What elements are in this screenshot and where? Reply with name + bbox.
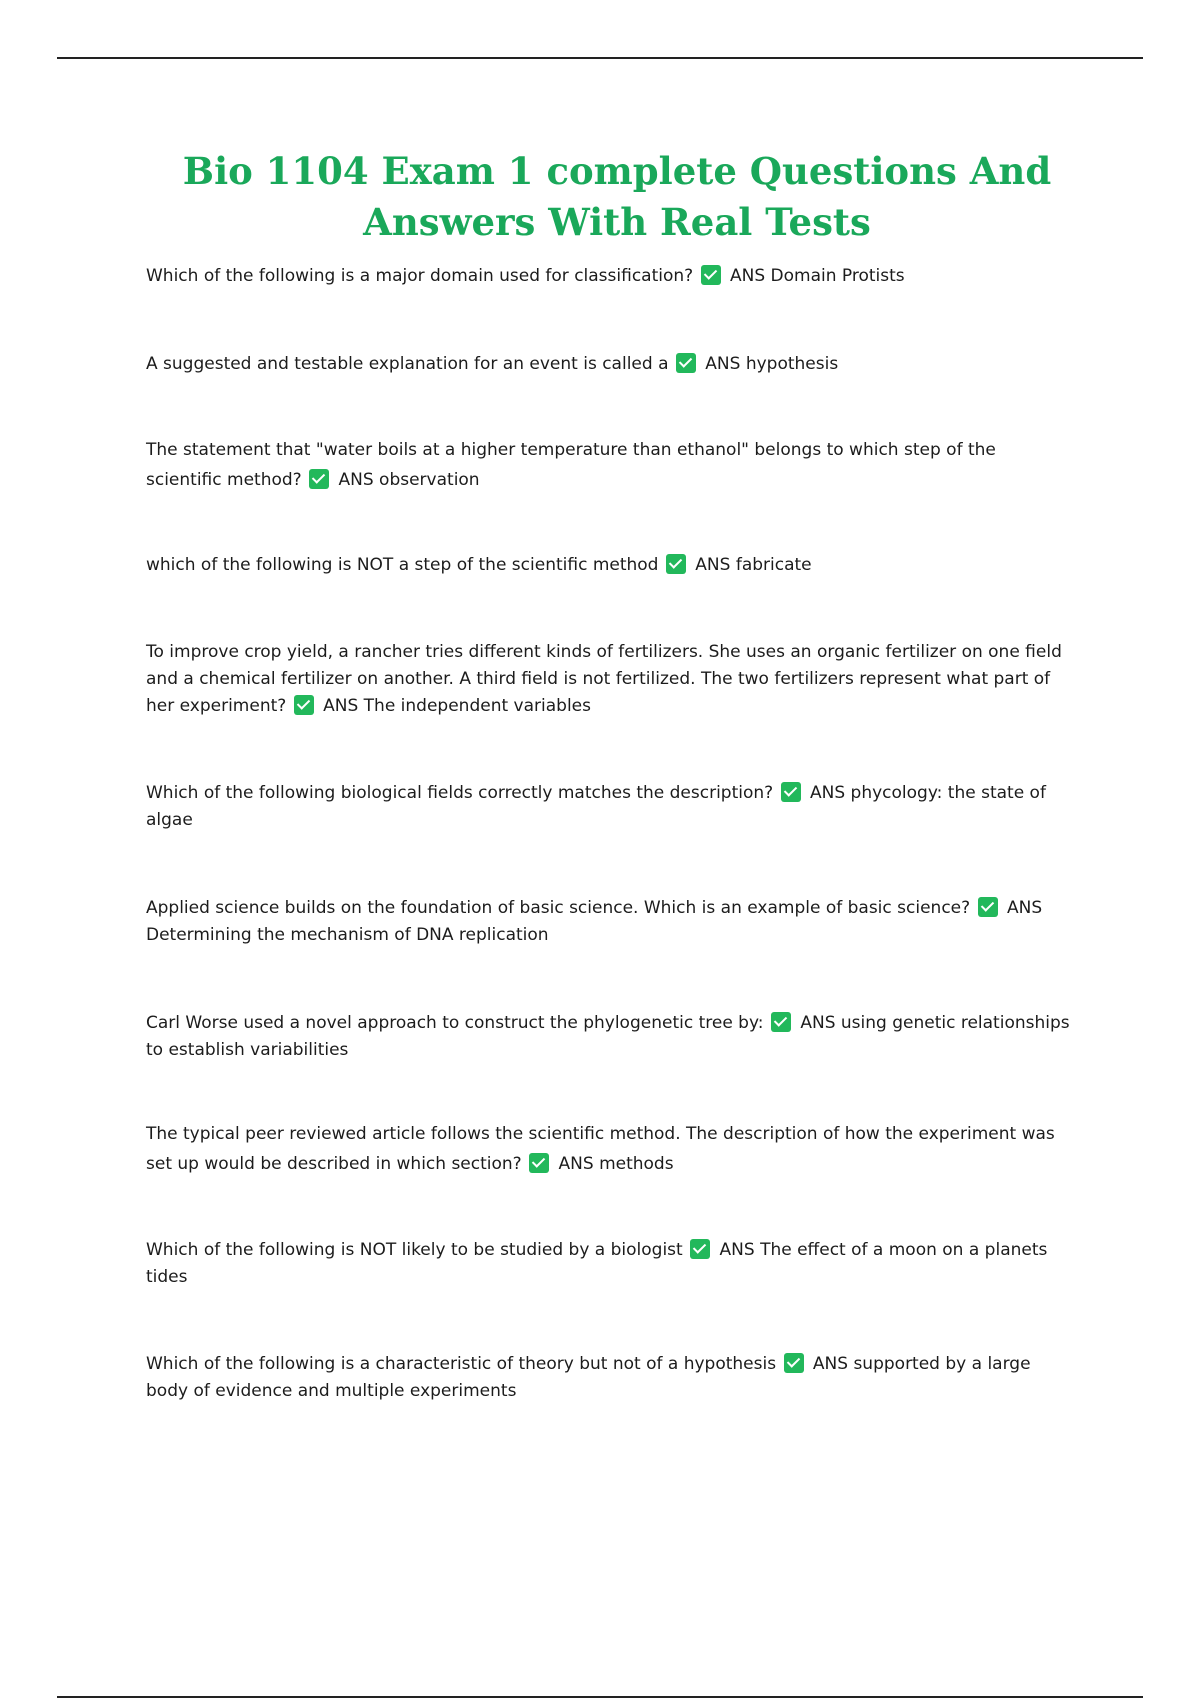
document-title: Bio 1104 Exam 1 complete Questions And Answers With Real Tests [182,149,1052,244]
checkmark-icon [784,1353,804,1373]
answer-text: phycology: the state of algae [146,783,1046,830]
checkmark-icon [781,782,801,802]
qa-list [146,263,1076,1405]
question-text: Carl Worse used a novel approach to construct the phylogenetic tree by: [146,1013,764,1033]
qa-item [146,263,1076,290]
answer-text: observation [379,470,480,490]
answer-prefix: ANS [719,1240,755,1260]
qa-item [146,351,1076,378]
answer-text: Determining the mechanism of DNA replication [146,925,549,945]
checkmark-icon [666,554,686,574]
question-text: which of the following is NOT a step of the scientific method [146,555,659,575]
answer-text: methods [599,1154,674,1174]
answer-text: The effect of a moon on a planets tides [146,1240,1048,1287]
qa-item [146,639,1076,720]
answer-text: fabricate [735,555,812,575]
answer-text: hypothesis [745,354,839,374]
answer-prefix: ANS [800,1013,836,1033]
answer-prefix: ANS [812,1354,849,1374]
qa-item [146,435,1076,495]
checkmark-icon [309,469,329,489]
question-text: A suggested and testable explanation for an event is called a [146,354,669,374]
qa-item [146,1351,1076,1405]
question-text: The typical peer reviewed article follows the scientific method. The description of how the experiment was set up would be described in which section? [146,1124,1055,1174]
answer-prefix: ANS [558,1154,594,1174]
answer-text: Domain Protists [770,266,905,286]
checkmark-icon [529,1153,549,1173]
question-text: Applied science builds on the foundation of basic science. Which is an example of basic science? [146,898,971,918]
qa-item [146,1237,1076,1291]
checkmark-icon [771,1012,791,1032]
qa-item [146,780,1076,834]
answer-text: The independent variables [363,696,591,716]
checkmark-icon [690,1239,710,1259]
answer-prefix: ANS [323,696,359,716]
qa-item [146,1010,1076,1064]
checkmark-icon [978,897,998,917]
checkmark-icon [676,353,696,373]
answer-prefix: ANS [729,266,766,286]
checkmark-icon [294,695,314,715]
question-text: Which of the following biological fields correctly matches the description? [146,783,774,803]
question-text: Which of the following is NOT likely to be studied by a biologist [146,1240,683,1260]
answer-text: using genetic relationships to establish variabilities [146,1013,1070,1060]
question-text: Which of the following is a characteristic of theory but not of a hypothesis [146,1354,777,1374]
bottom-rule [57,1696,1143,1698]
question-text: The statement that "water boils at a higher temperature than ethanol" belongs to which step of the scientific method? [146,440,996,490]
answer-text: supported by a large body of evidence and multiple experiments [146,1354,1031,1401]
question-text: Which of the following is a major domain used for classification? [146,266,694,286]
top-rule [57,57,1143,59]
answer-prefix: ANS [1006,898,1043,918]
qa-item [146,552,1076,579]
qa-item [146,1119,1076,1179]
qa-item [146,895,1076,949]
answer-prefix: ANS [338,470,374,490]
question-text: To improve crop yield, a rancher tries different kinds of fertilizers. She uses an organic fertilizer on one field and a chemical fertilizer on another. A third field is not fertilized. The two fertilizers represent what part of her experiment? [146,642,1062,716]
answer-prefix: ANS [705,354,741,374]
answer-prefix: ANS [810,783,846,803]
checkmark-icon [701,265,721,285]
answer-prefix: ANS [695,555,731,575]
